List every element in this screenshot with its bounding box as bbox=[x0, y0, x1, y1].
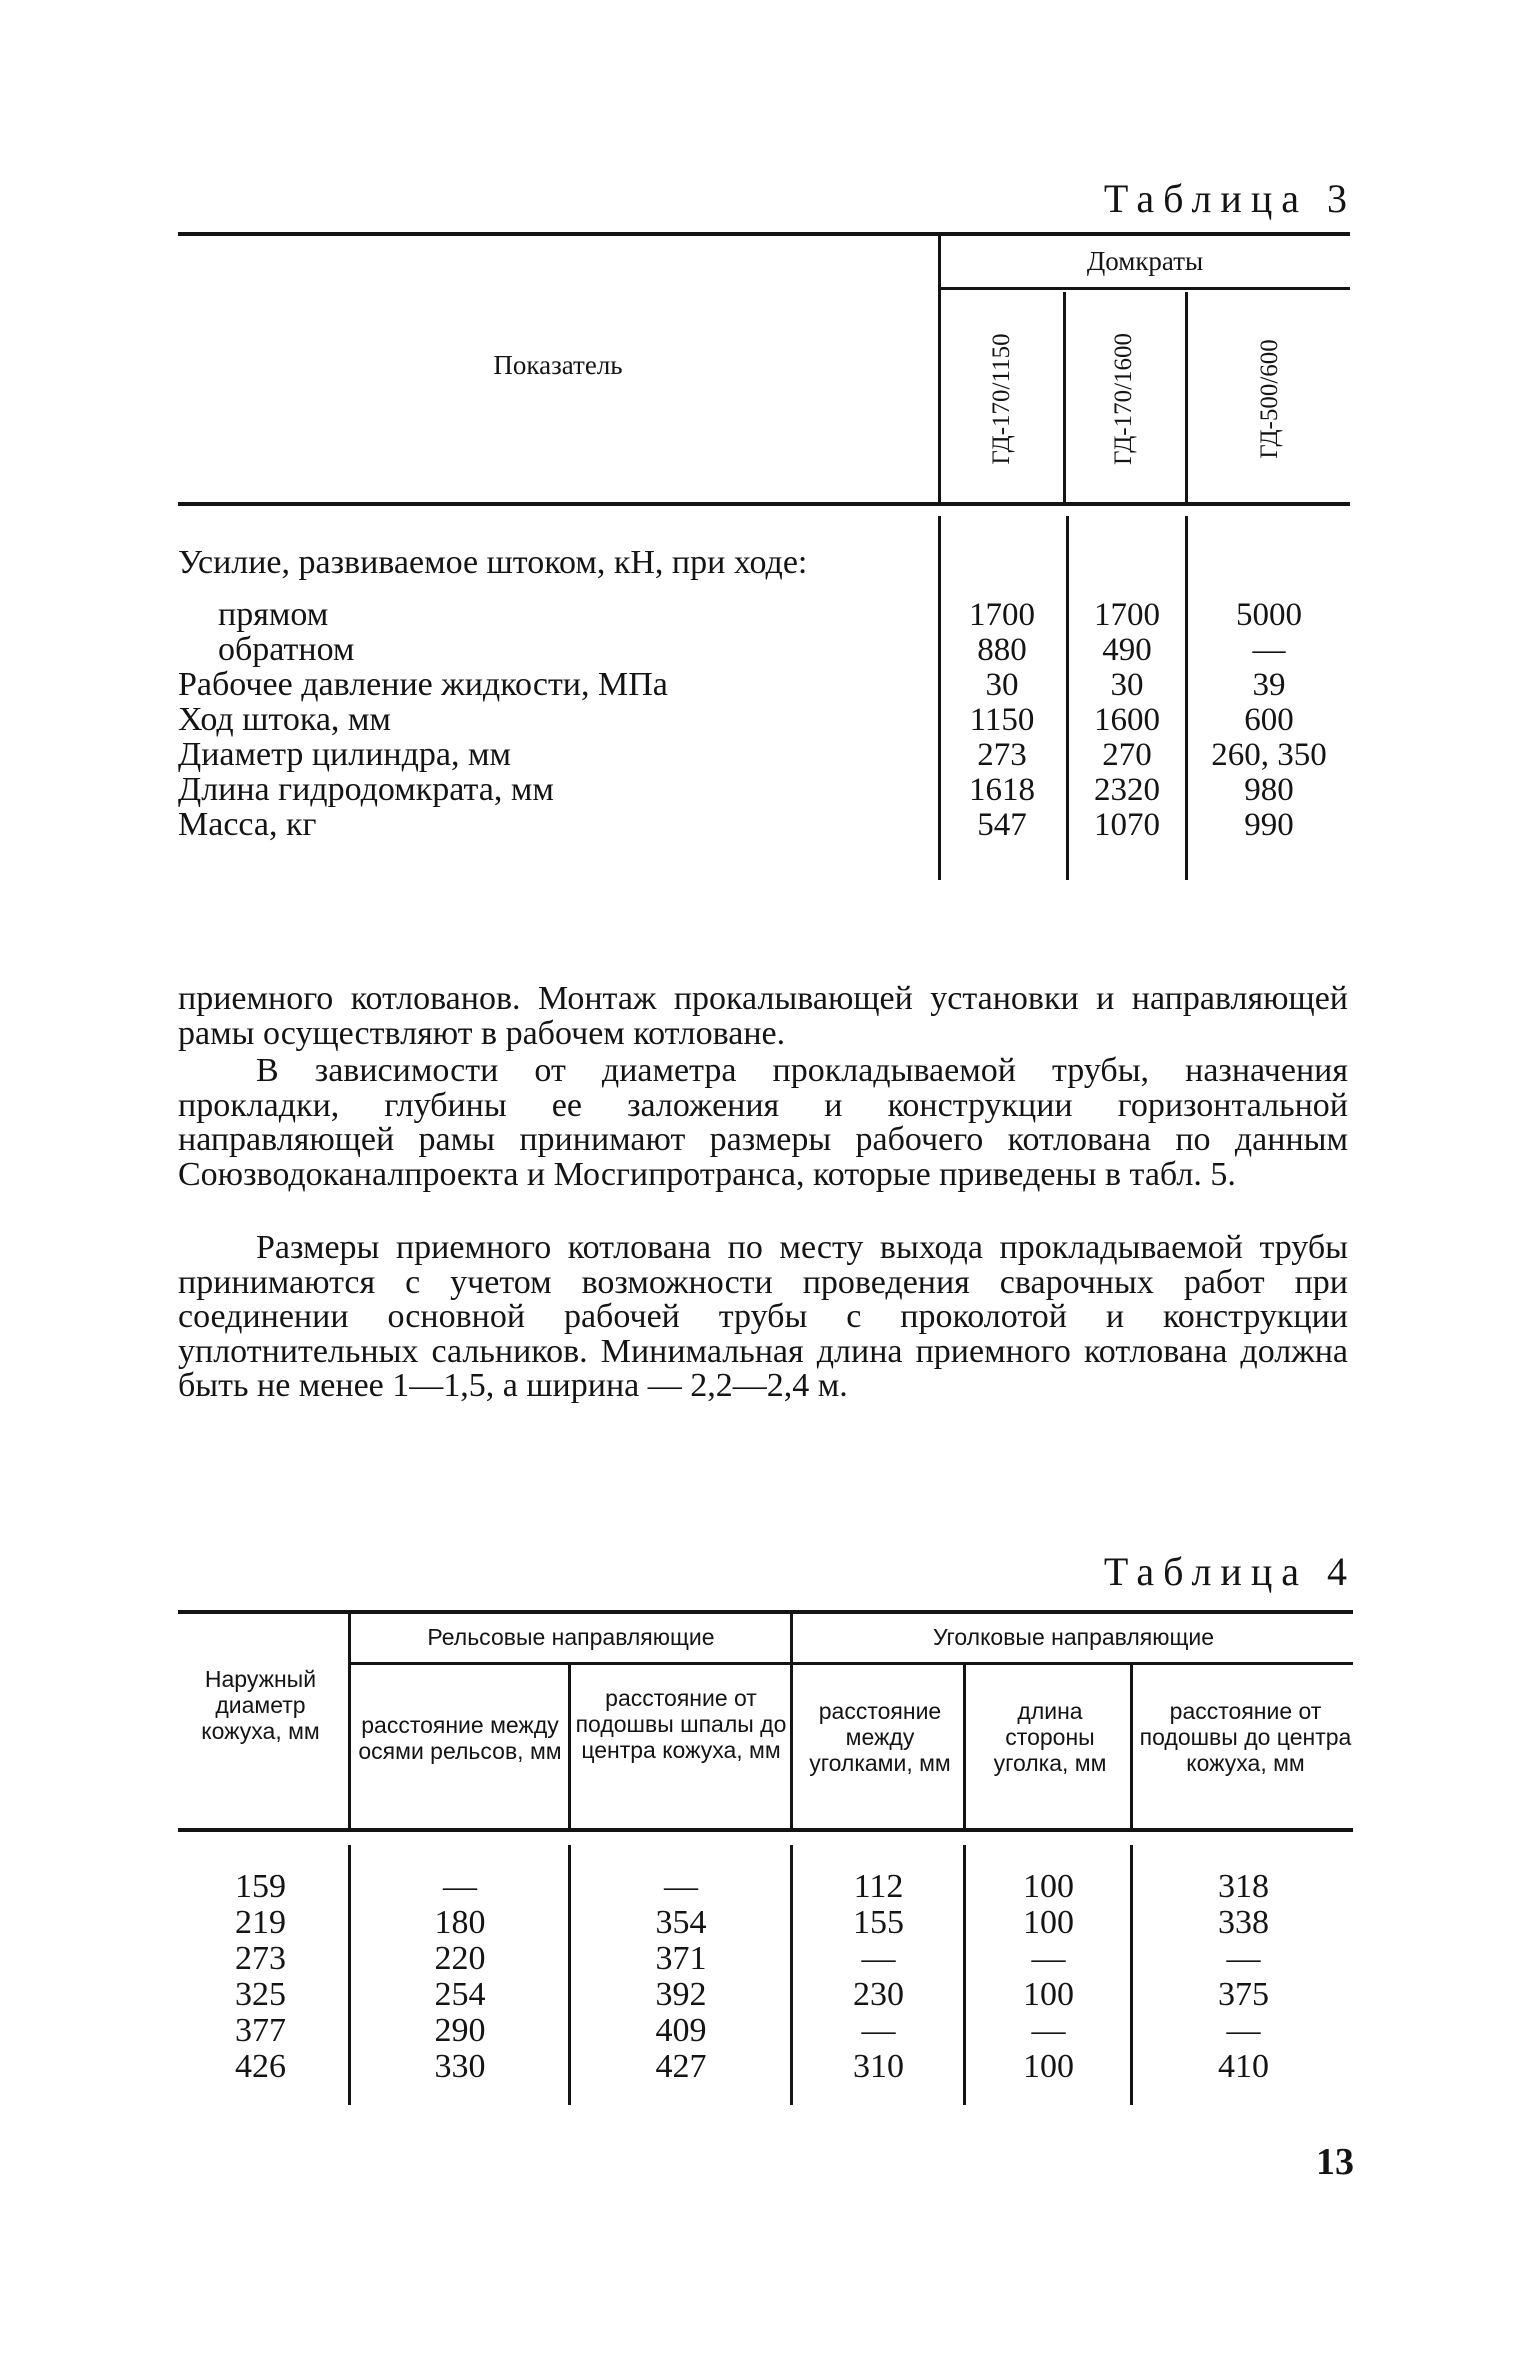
table3-cell: 490 bbox=[1102, 632, 1152, 668]
table3-col-header-2: ГД-170/1600 bbox=[1110, 332, 1137, 466]
paragraph-2 bbox=[178, 1054, 1348, 1192]
table3-cell: 1618 bbox=[969, 772, 1035, 808]
table4-cell: — bbox=[1031, 1940, 1066, 1977]
table3-cell: 2320 bbox=[1094, 772, 1160, 808]
table4-vrule-0 bbox=[348, 1614, 351, 1828]
table4-group-rule bbox=[350, 1662, 1353, 1665]
table4-cell: 371 bbox=[655, 1940, 707, 1977]
table3-param-header: Показатель bbox=[493, 350, 623, 380]
table4-sub-header-3: расстояние между уголками, мм bbox=[809, 1698, 951, 1776]
table4-cell: — bbox=[664, 1868, 698, 1905]
table4-cell: — bbox=[861, 1940, 896, 1977]
table3-row-label: Масса, кг bbox=[178, 806, 317, 843]
table4-cell: — bbox=[1226, 2012, 1261, 2049]
table3-vrule-2 bbox=[1185, 292, 1188, 502]
table3-top-rule bbox=[178, 232, 1350, 236]
table3-row-label: прямом bbox=[218, 596, 329, 633]
table4-vrule-2 bbox=[790, 1614, 793, 1828]
table4-cell: — bbox=[443, 1868, 477, 1905]
table4-cell: 159 bbox=[235, 1868, 286, 1905]
table3-vrule-1 bbox=[1063, 292, 1066, 502]
table3-row-label: Ход штока, мм bbox=[178, 701, 391, 738]
table3-cell: 600 bbox=[1244, 702, 1294, 738]
table4-sub-header-1: расстояние между осями рельсов, мм bbox=[358, 1712, 562, 1764]
table3-cell: 1150 bbox=[969, 702, 1035, 738]
table4-cell: 100 bbox=[1023, 1976, 1074, 2013]
table4-top-rule bbox=[178, 1610, 1353, 1614]
table4-col0-header: Наружный диаметр кожуха, мм bbox=[201, 1666, 320, 1744]
table4-cell: — bbox=[1031, 2012, 1066, 2049]
table4-cell: 377 bbox=[235, 2012, 286, 2049]
table4-cell: 427 bbox=[655, 2048, 707, 2085]
table3-cell: 980 bbox=[1244, 772, 1294, 808]
table4-cell: 100 bbox=[1023, 1868, 1074, 1905]
table3-row-label: Усилие, развиваемое штоком, кН, при ходе: bbox=[178, 544, 808, 581]
table4-body-vrule-1 bbox=[568, 1845, 571, 2105]
page-number: 13 bbox=[1316, 2141, 1354, 2183]
table4-vrule-1 bbox=[568, 1665, 571, 1828]
table4-group2-header: Уголковые направляющие bbox=[932, 1624, 1215, 1650]
table4-cell: 310 bbox=[853, 2048, 904, 2085]
table3-cell: 5000 bbox=[1236, 597, 1302, 633]
table3-cell: 39 bbox=[1252, 667, 1286, 703]
paragraph-1-text: приемного котлованов. Монтаж прокалывающей установки и направляющей рамы осуществляют в рабочем котловане. bbox=[178, 980, 1348, 1052]
table4-body-vrule-0 bbox=[348, 1845, 351, 2105]
table3-header-rule bbox=[178, 502, 1350, 506]
table4-sub-header-2: расстояние от подошвы шпалы до центра кожуха, мм bbox=[575, 1685, 787, 1763]
table4-cell: 100 bbox=[1023, 2048, 1074, 2085]
table4-caption: Таблица 4 bbox=[1103, 1549, 1356, 1594]
table4-cell: 254 bbox=[434, 1976, 486, 2013]
table3-cell: — bbox=[1252, 632, 1286, 668]
table3-cell: 1700 bbox=[969, 597, 1035, 633]
table4-cell: 354 bbox=[655, 1904, 707, 1941]
table4-cell: 325 bbox=[235, 1976, 286, 2013]
table4-cell: 375 bbox=[1218, 1976, 1269, 2013]
paragraph-3-text: Размеры приемного котлована по месту выхода прокладываемой трубы принимаются с учетом возможности проведения сварочных работ при соединении основной рабочей трубы с проколотой и конструкции уплотнительных сальников. Минимальная длина приемного котлована должна быть не менее 1—1,5, а ширина — 2,2—2,4 м. bbox=[178, 1229, 1348, 1404]
table3-group-header: Домкраты bbox=[1086, 246, 1204, 276]
paragraph-1 bbox=[178, 982, 1348, 1051]
table4-cell: 338 bbox=[1218, 1904, 1269, 1941]
table4-vrule-4 bbox=[1130, 1665, 1133, 1828]
table3-cell: 1070 bbox=[1094, 807, 1160, 843]
table4-cell: 392 bbox=[655, 1976, 707, 2013]
table4-cell: 220 bbox=[434, 1940, 486, 1977]
table4-cell: 410 bbox=[1218, 2048, 1269, 2085]
table3-cell: 880 bbox=[977, 632, 1027, 668]
paragraph-3 bbox=[178, 1231, 1348, 1404]
table4-cell: 112 bbox=[853, 1868, 904, 1905]
table3-cell: 1700 bbox=[1094, 597, 1160, 633]
table3-cell: 270 bbox=[1102, 737, 1152, 773]
table4-sub-header-4: длина стороны уголка, мм bbox=[993, 1698, 1107, 1776]
table3-row-label: Длина гидродомкрата, мм bbox=[178, 771, 554, 808]
table3-cell: 547 bbox=[977, 807, 1027, 843]
table4-cell: 180 bbox=[434, 1904, 486, 1941]
table3-col-header-1: ГД-170/1150 bbox=[988, 333, 1015, 465]
table4-body-vrule-2 bbox=[790, 1845, 793, 2105]
table4-header-rule bbox=[178, 1828, 1353, 1832]
table4-cell: 100 bbox=[1023, 1904, 1074, 1941]
table4-cell: 290 bbox=[434, 2012, 486, 2049]
table4-cell: 409 bbox=[655, 2012, 707, 2049]
table4-sub-header-5: расстояние от подошвы до центра кожуха, мм bbox=[1139, 1698, 1352, 1776]
table4-vrule-3 bbox=[963, 1665, 966, 1828]
table3-cell: 1600 bbox=[1094, 702, 1160, 738]
table4-body-vrule-4 bbox=[1130, 1845, 1133, 2105]
table3-cell: 260, 350 bbox=[1211, 737, 1327, 773]
table4-cell: 219 bbox=[235, 1904, 286, 1941]
table4-cell: 318 bbox=[1218, 1868, 1269, 1905]
table3-row-label: Диаметр цилиндра, мм bbox=[178, 736, 512, 773]
table4-cell: — bbox=[861, 2012, 896, 2049]
table3-cell: 30 bbox=[1110, 667, 1144, 703]
table4-cell: 155 bbox=[853, 1904, 904, 1941]
table4-group1-header: Рельсовые направляющие bbox=[427, 1624, 715, 1650]
table3-col-header-3: ГД-500/600 bbox=[1256, 339, 1283, 459]
table4-cell: 330 bbox=[434, 2048, 486, 2085]
table3-cell: 273 bbox=[977, 737, 1027, 773]
table3-caption: Таблица 3 bbox=[1103, 176, 1356, 221]
table3-row-label: Рабочее давление жидкости, МПа bbox=[178, 666, 668, 703]
table4-cell: — bbox=[1226, 1940, 1261, 1977]
table3-cell: 30 bbox=[985, 667, 1019, 703]
table4-cell: 426 bbox=[235, 2048, 286, 2085]
paragraph-2-text: В зависимости от диаметра прокладываемой трубы, назначения прокладки, глубины ее заложения и конструкции горизонтальной направляющей рамы принимают размеры рабочего котлована по данным Союзводоканалпроекта и Мосгипротранса, которые приведены в табл. 5. bbox=[178, 1052, 1348, 1193]
table4-cell: 273 bbox=[235, 1940, 286, 1977]
table4-body-vrule-3 bbox=[963, 1845, 966, 2105]
table4-cell: 230 bbox=[853, 1976, 904, 2013]
table3-cell: 990 bbox=[1244, 807, 1294, 843]
table3-row-label: обратном bbox=[218, 631, 355, 668]
